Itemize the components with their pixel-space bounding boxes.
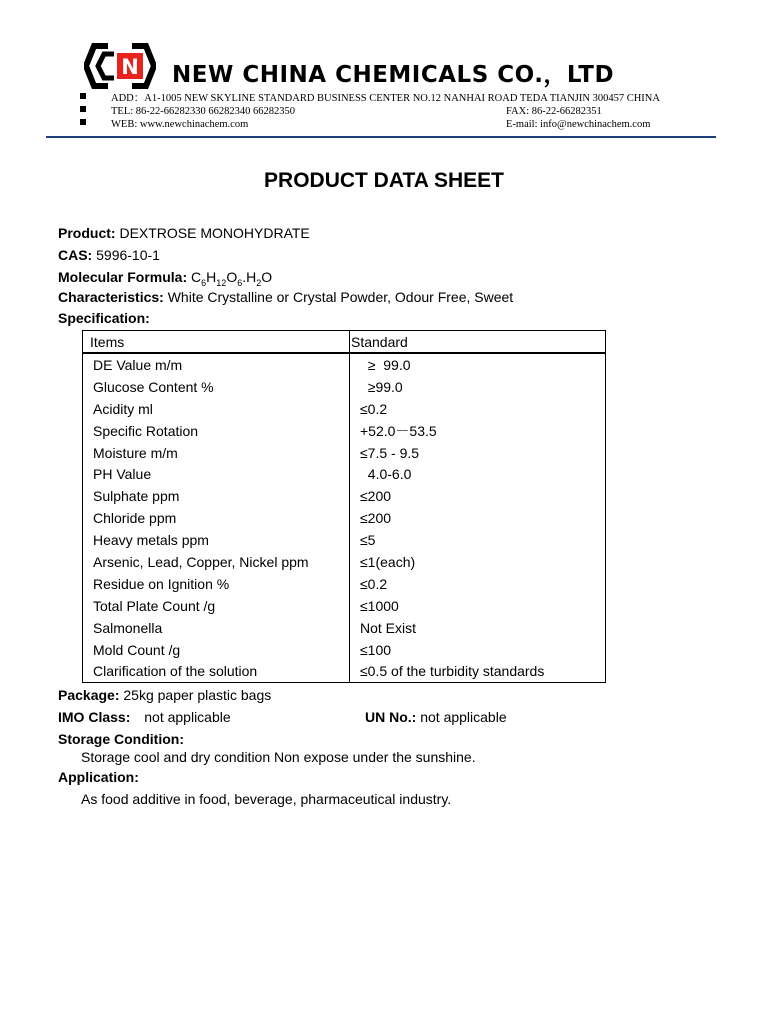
- product-value: DEXTROSE MONOHYDRATE: [119, 225, 310, 241]
- characteristics-label: Characteristics:: [58, 289, 164, 305]
- spec-standard-cell: ≤5: [350, 529, 606, 551]
- un-label: UN No.:: [365, 709, 417, 725]
- storage-value: Storage cool and dry condition Non expose under the sunshine.: [81, 749, 476, 765]
- contact-block: [80, 92, 740, 131]
- table-row: [83, 529, 606, 551]
- email-link[interactable]: E-mail: info@newchinachem.com: [506, 119, 651, 130]
- spec-standard-cell: ≤7.5 - 9.5: [350, 442, 606, 464]
- column-header-standard: Standard: [350, 331, 606, 354]
- table-row: [83, 507, 606, 529]
- package-label: Package:: [58, 687, 120, 703]
- package-value: 25kg paper plastic bags: [123, 687, 272, 703]
- logo-letter: N: [121, 55, 139, 79]
- package-field: [58, 687, 271, 703]
- table-header-row: [83, 331, 606, 354]
- contact-row-web: [80, 118, 740, 131]
- spec-item-cell: Arsenic, Lead, Copper, Nickel ppm: [83, 551, 350, 573]
- spec-standard-cell: ≤200: [350, 507, 606, 529]
- specification-table: [82, 330, 606, 683]
- header-divider: [46, 136, 716, 138]
- product-label: Product:: [58, 225, 116, 241]
- spec-standard-cell: ≥99.0: [350, 376, 606, 398]
- formula-label: Molecular Formula:: [58, 269, 188, 285]
- table-row: [83, 551, 606, 573]
- company-name: NEW CHINA CHEMICALS CO.，LTD: [172, 62, 615, 88]
- table-row: [83, 639, 606, 661]
- un-field: [365, 709, 507, 725]
- application-field: [58, 769, 139, 785]
- spec-item-cell: Total Plate Count /g: [83, 595, 350, 617]
- address-text: ADD：A1-1005 NEW SKYLINE STANDARD BUSINESS CENTER NO.12 NANHAI ROAD TEDA TIANJIN 300457 CHINA: [111, 93, 660, 104]
- imo-value: not applicable: [144, 709, 231, 725]
- formula-field: [58, 269, 272, 288]
- table-row: [83, 398, 606, 420]
- formula-value: $C_6H_{12}O_6.H_2O$: [191, 269, 273, 288]
- bullet-icon: [80, 106, 86, 112]
- table-row: [83, 573, 606, 595]
- cas-value: 5996-10-1: [96, 247, 160, 263]
- spec-item-cell: PH Value: [83, 463, 350, 485]
- spec-item-cell: Sulphate ppm: [83, 485, 350, 507]
- spec-item-cell: Moisture m/m: [83, 442, 350, 464]
- spec-item-cell: Residue on Ignition %: [83, 573, 350, 595]
- cas-field: [58, 247, 160, 263]
- characteristics-field: [58, 289, 513, 305]
- characteristics-value: White Crystalline or Crystal Powder, Odour Free, Sweet: [167, 289, 514, 305]
- spec-item-cell: Mold Count /g: [83, 639, 350, 661]
- bullet-icon: [80, 93, 86, 99]
- product-field: [58, 225, 310, 241]
- spec-item-cell: Heavy metals ppm: [83, 529, 350, 551]
- table-row: [83, 660, 606, 682]
- spec-standard-cell: ≤0.2: [350, 398, 606, 420]
- web-link[interactable]: WEB: www.newchinachem.com: [111, 119, 249, 130]
- specification-field: [58, 310, 150, 326]
- spec-item-cell: Salmonella: [83, 617, 350, 639]
- application-label: Application:: [58, 769, 139, 785]
- spec-standard-cell: +52.0－53.5: [350, 420, 606, 442]
- contact-row-phone: [80, 105, 740, 118]
- imo-label: IMO Class:: [58, 709, 131, 725]
- table-row: [83, 376, 606, 398]
- bullet-icon: [80, 119, 86, 125]
- spec-item-cell: Glucose Content %: [83, 376, 350, 398]
- company-logo: [84, 40, 156, 92]
- spec-item-cell: Chloride ppm: [83, 507, 350, 529]
- spec-item-cell: Clarification of the solution: [83, 660, 350, 682]
- spec-standard-cell: ≤1000: [350, 595, 606, 617]
- spec-standard-cell: ≤0.2: [350, 573, 606, 595]
- imo-field: [58, 709, 231, 725]
- spec-item-cell: Acidity ml: [83, 398, 350, 420]
- table-row: [83, 617, 606, 639]
- table-row: [83, 463, 606, 485]
- spec-item-cell: Specific Rotation: [83, 420, 350, 442]
- column-header-items: Items: [83, 331, 350, 354]
- un-value: not applicable: [420, 709, 507, 725]
- spec-standard-cell: Not Exist: [350, 617, 606, 639]
- table-row: [83, 353, 606, 376]
- storage-field: [58, 731, 184, 747]
- table-row: [83, 420, 606, 442]
- spec-standard-cell: 4.0-6.0: [350, 463, 606, 485]
- table-row: [83, 595, 606, 617]
- spec-standard-cell: ≤200: [350, 485, 606, 507]
- tel-text: TEL: 86-22-66282330 66282340 66282350: [111, 106, 296, 117]
- table-row: [83, 442, 606, 464]
- document-title: PRODUCT DATA SHEET: [264, 169, 504, 192]
- application-value: As food additive in food, beverage, pharmaceutical industry.: [81, 791, 452, 807]
- storage-label: Storage Condition:: [58, 731, 184, 747]
- fax-text: FAX: 86-22-66282351: [506, 106, 602, 117]
- spec-standard-cell: ≤0.5 of the turbidity standards: [350, 660, 606, 682]
- cas-label: CAS:: [58, 247, 93, 263]
- specification-label: Specification:: [58, 310, 150, 326]
- spec-standard-cell: ≤1(each): [350, 551, 606, 573]
- spec-standard-cell: ≤100: [350, 639, 606, 661]
- spec-standard-cell: ≥ 99.0: [350, 353, 606, 376]
- table-row: [83, 485, 606, 507]
- spec-item-cell: DE Value m/m: [83, 353, 350, 376]
- contact-row-address: [80, 92, 740, 105]
